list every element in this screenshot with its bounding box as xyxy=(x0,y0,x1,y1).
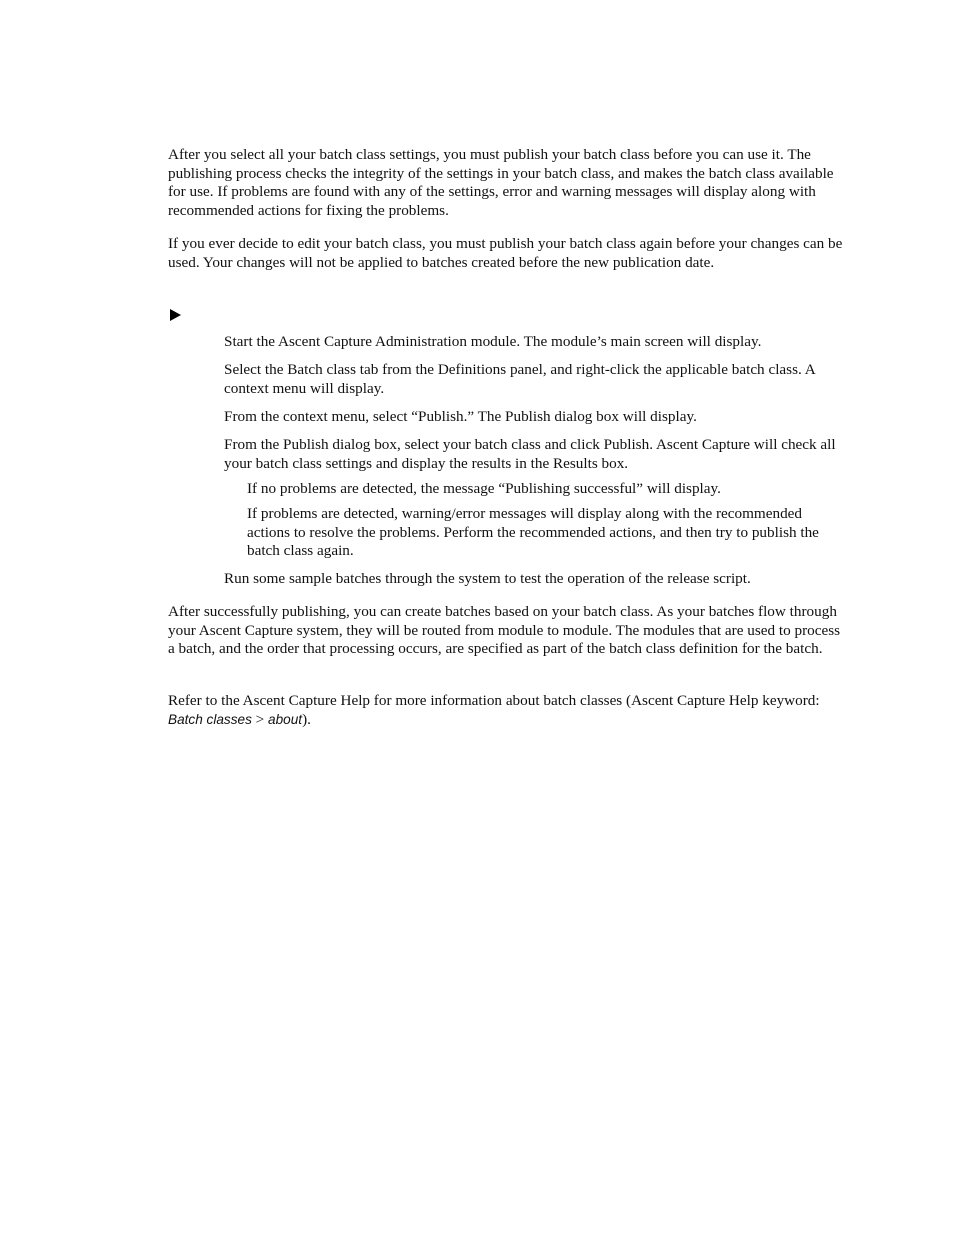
procedure-step-4: From the Publish dialog box, select your batch class and click Publish. Ascent Capture will check all your batch class settings and display the results in the Results box. xyxy=(224,436,836,472)
help-keyword-about: about xyxy=(268,711,303,727)
help-keyword-batch-classes: Batch classes xyxy=(168,711,252,727)
help-reference-text: Refer to the Ascent Capture Help for more information about batch classes (Ascent Capture Help keyword: xyxy=(168,692,820,709)
outro-paragraph-2 xyxy=(168,692,844,729)
procedure-step-3: From the context menu, select “Publish.” The Publish dialog box will display. xyxy=(224,408,697,425)
procedure-step-5: Run some sample batches through the system to test the operation of the release script. xyxy=(224,570,751,587)
help-reference-end: ). xyxy=(302,710,311,728)
help-keyword-separator: > xyxy=(251,710,269,728)
procedure-step-1: Start the Ascent Capture Administration module. The module’s main screen will display. xyxy=(224,333,762,350)
procedure-step-2: Select the Batch class tab from the Definitions panel, and right-click the applicable batch class. A context menu will display. xyxy=(224,361,815,397)
procedure-substep-1: If no problems are detected, the message “Publishing successful” will display. xyxy=(247,480,721,497)
intro-paragraph-1: After you select all your batch class settings, you must publish your batch class before you can use it. The publishing process checks the integrity of the settings in your batch class, and makes the batch class available for use. If problems are found with any of the settings, error and warning messages will display along with recommended actions for fixing the problems. xyxy=(168,146,834,219)
triangle-right-icon xyxy=(170,309,181,321)
intro-paragraph-2: If you ever decide to edit your batch class, you must publish your batch class again before your changes can be used. Your changes will not be applied to batches created before the new publication date. xyxy=(168,235,843,271)
procedure-substep-2: If problems are detected, warning/error messages will display along with the recommended actions to resolve the problems. Perform the recommended actions, and then try to publish the batch class again. xyxy=(247,505,819,560)
outro-paragraph-1: After successfully publishing, you can create batches based on your batch class. As your batches flow through your Ascent Capture system, they will be routed from module to module. The modules that are used to process a batch, and the order that processing occurs, are specified as part of the batch class definition for the batch. xyxy=(168,603,841,658)
